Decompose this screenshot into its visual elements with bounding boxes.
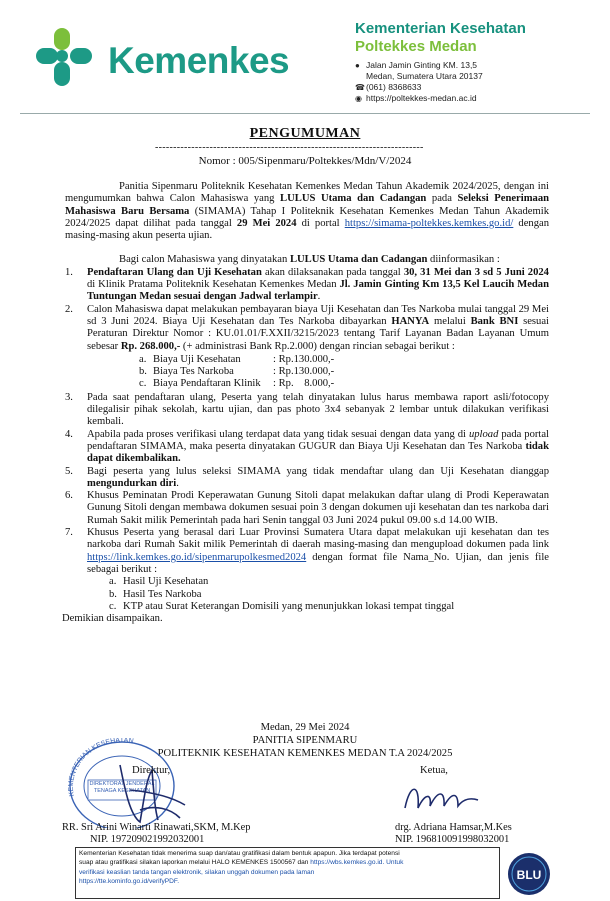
list-item: 4. Apabila pada proses verifikasi ulang terdapat data yang tidak sesuai dengan data yang di upload pada portal pendaftaran SIMAMA, maka peserta dinyatakan GUGUR dan Biaya Uji Kesehatan dan Tes Narkoba tidak dapat dikembalikan. bbox=[65, 428, 549, 465]
document-item: c. KTP atau Surat Keterangan Domisili yang menunjukkan lokasi tempat tinggal bbox=[109, 600, 455, 612]
address-line-2: Medan, Sumatera Utara 20137 bbox=[366, 71, 483, 81]
footer-line: Kementerian Kesehatan tidak menerima suap dan/atau gratifikasi dalam bentuk apapun. Jika terdapat potensi bbox=[79, 850, 400, 857]
stamp-text: DIREKTORAT JENDERAL TENAGA KESEHATAN bbox=[89, 781, 155, 794]
document-number: Nomor : 005/Sipenmaru/Poltekkes/Mdn/V/2024 bbox=[198, 155, 412, 167]
document-list bbox=[109, 576, 549, 613]
blu-badge-icon bbox=[507, 852, 551, 896]
blu-badge-text: BLU bbox=[516, 868, 542, 882]
stamp-ring-text: KEMENTERIAN KESEHATAN bbox=[67, 738, 135, 797]
fee-row: b. Biaya Tes Narkoba : Rp.130.000,- bbox=[139, 366, 335, 378]
footer-line: verifikasi keaslian tanda tangan elektronik, silakan unggah dokumen pada laman bbox=[79, 868, 315, 876]
chairman-block bbox=[365, 822, 512, 846]
document-item: b. Hasil Tes Narkoba bbox=[109, 588, 202, 600]
document-item: a. Hasil Uji Kesehatan bbox=[109, 576, 209, 588]
director-nip: NIP. 197209021992032001 bbox=[90, 834, 205, 845]
website[interactable]: https://poltekkes-medan.ac.id bbox=[366, 93, 477, 103]
fee-table bbox=[139, 354, 549, 391]
place-date: Medan, 29 Mei 2024 bbox=[260, 722, 350, 733]
upload-link[interactable]: https://link.kemkes.go.id/sipenmarupolkesmed2024 bbox=[87, 551, 307, 563]
fee-row: c. Biaya Pendaftaran Klinik : Rp. 8.000,- bbox=[139, 378, 335, 390]
list-item: 1. Pendaftaran Ulang dan Uji Kesehatan akan dilaksanakan pada tanggal 30, 31 Mei dan 3 sd 5 Juni 2024 di Klinik Pratama Politeknik Kesehatan Kemenkes Medan Jl. Jamin Ginting Km 13,5 Kel Laucih Medan Tuntungan Medan sesuai dengan Jadwal terlampir. bbox=[65, 266, 549, 303]
footer-line: suap atau gratifikasi silakan laporkan melalui HALO KEMENKES 1500567 dan https://wbs.kemkes.go.id. Untuk bbox=[79, 859, 404, 867]
chairman-role: Ketua, bbox=[420, 765, 448, 776]
list-item: 3. Pada saat pendaftaran ulang, Peserta yang telah dinyatakan lulus harus membawa raport asli/fotocopy dilegalisir pihak sekolah, kartu ujian, dan pas photo 3x4 sebanyak 2 lembar untuk dilakukan verifikasi kembali. bbox=[65, 391, 549, 428]
location-icon: ● bbox=[355, 61, 360, 70]
separator-line: -------------------------------------------------------------------------- bbox=[155, 142, 424, 153]
phone-number: (061) 8368633 bbox=[366, 82, 422, 92]
wbs-link[interactable]: https://wbs.kemkes.go.id bbox=[310, 859, 383, 867]
director-block bbox=[62, 822, 250, 846]
info-paragraph: Bagi calon Mahasiswa yang dinyatakan LULUS Utama dan Cadangan diinformasikan : bbox=[119, 254, 500, 266]
globe-icon: ◉ bbox=[355, 94, 362, 103]
page-title: PENGUMUMAN bbox=[249, 126, 361, 141]
footer-disclaimer bbox=[75, 847, 500, 899]
simama-portal-link[interactable]: https://simama-poltekkes.kemkes.go.id/ bbox=[344, 217, 514, 229]
list-item: 5. Bagi peserta yang lulus seleksi SIMAMA yang tidak mendaftar ulang dan Uji Kesehatan dianggap mengundurkan diri. bbox=[65, 465, 549, 489]
organization-name: POLITEKNIK KESEHATAN KEMENKES MEDAN T.A 2024/2025 bbox=[157, 748, 453, 759]
list-item: 6. Khusus Peminatan Prodi Keperawatan Gunung Sitoli dapat melakukan daftar ulang di Prodi Keperawatan Gunung Sitoli dengan membawa dokumen sesuai poin 3 dengan dokumen uji kesehatan dan tes narkoba dari Rumah Sakit milik Pemerintah pada hari Senin tanggal 03 Juni 2024 pukul 09.00 s.d 14.00 WIB. bbox=[65, 490, 549, 526]
phone-icon: ☎ bbox=[355, 83, 365, 92]
header-divider bbox=[20, 113, 590, 114]
chairman-nip: NIP. 196810091998032001 bbox=[395, 834, 510, 845]
chairman-name: drg. Adriana Hamsar,M.Kes bbox=[395, 822, 512, 833]
institution-name: Poltekkes Medan bbox=[355, 38, 477, 55]
committee-name: PANITIA SIPENMARU bbox=[252, 735, 358, 746]
contact-block bbox=[355, 60, 483, 104]
info-list bbox=[65, 267, 549, 613]
intro-paragraph: Panitia Sipenmaru Politeknik Kesehatan Kemenkes Medan Tahun Akademik 2024/2025, dengan ini mengumumkan bahwa Calon Mahasiswa yang LULUS Utama dan Cadangan pada Seleksi Penerimaan Mahasiswa Baru Bersama (SIMAMA) Tahap I Politeknik Kesehatan Kemenkes Medan Tahun Akademik 2024/2025 dapat dilihat pada tanggal 29 Mei 2024 di portal https://simama-poltekkes.kemkes.go.id/ dengan masing-masing akun peserta ujian. bbox=[65, 181, 550, 242]
list-item: 7. Khusus Peserta yang berasal dari Luar Provinsi Sumatera Utara dapat melakukan uji kesehatan dan tes narkoba dari Rumah Sakit milik Pemerintah di daerah masing-masing dan mengupload dokumen pada link https://link.kemkes.go.id/sipenmarupolkesmed2024 dengan format file Nama_No. Ujian, dan jenis file sebagai berikut : a. Hasil Uji Kesehatan b. Hasil Tes Narkoba c. KTP atau Surat Keterangan Domisili yang menunjukkan lokasi tempat tinggal bbox=[65, 527, 549, 612]
director-role: Direktur, bbox=[132, 765, 171, 776]
verify-link[interactable]: https://tte.kominfo.go.id/verifyPDF. bbox=[79, 877, 180, 885]
chairman-signature-icon bbox=[400, 778, 480, 818]
announcement-body bbox=[62, 181, 550, 625]
ministry-name: Kementerian Kesehatan bbox=[355, 20, 526, 37]
fee-row: a. Biaya Uji Kesehatan : Rp.130.000,- bbox=[139, 353, 335, 365]
list-item: 2. Calon Mahasiswa dapat melakukan pembayaran biaya Uji Kesehatan dan Tes Narkoba mulai tanggal 29 Mei sd 3 Juni 2024. Biaya Uji Kesehatan dan Tes Narkoba dibayarkan HANYA melalui Bank BNI sesuai Peraturan Direktur Nomor : KU.01.01/F.XXII/3215/2023 tentang Tarif Layanan Badan Layanan Umum sebesar Rp. 268.000,- (+ administrasi Bank Rp.2.000) dengan rincian sebagai berikut : a. Biaya Uji Kesehatan : Rp.130.000,- b. Biaya Tes Narkoba : Rp.130.000,- c. Biaya Pendaftaran Klinik : Rp. 8.000,- bbox=[65, 303, 549, 390]
address-line-1: Jalan Jamin Ginting KM. 13,5 bbox=[366, 60, 478, 70]
director-name: RR. Sri Arini Winarti Rinawati,SKM, M.Kep bbox=[62, 822, 251, 833]
kemenkes-logo-icon bbox=[34, 26, 94, 88]
brand-name: Kemenkes bbox=[108, 40, 290, 81]
closing-text: Demikian disampaikan. bbox=[62, 613, 163, 625]
